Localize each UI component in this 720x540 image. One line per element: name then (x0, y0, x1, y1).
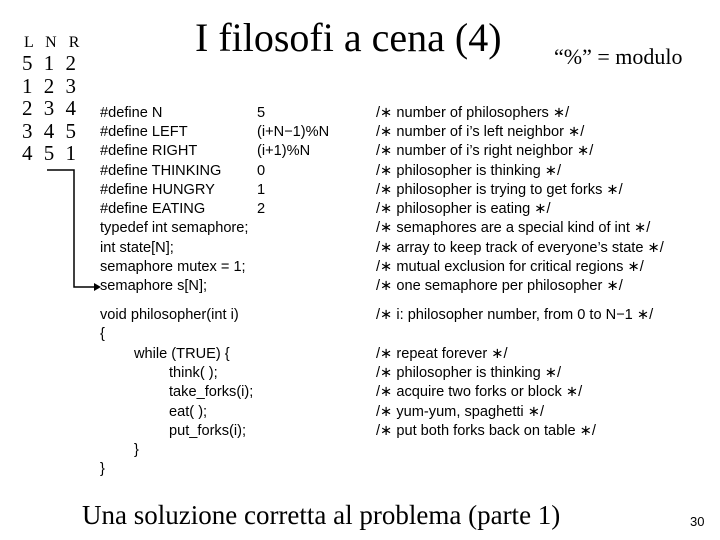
neighbor-row: 3 4 5 (22, 118, 79, 143)
code-statement: eat( ); (169, 404, 208, 420)
page-number: 30 (690, 514, 705, 529)
code-comment: /∗ philosopher is thinking ∗/ (376, 163, 562, 179)
code-comment: /∗ i: philosopher number, from 0 to N−1 ∗/ (376, 307, 654, 323)
code-define-value: (i+N−1)%N (257, 124, 330, 140)
code-declaration: int state[N]; (100, 240, 174, 256)
code-comment: /∗ mutual exclusion for critical regions ∗/ (376, 259, 644, 275)
slide-title: I filosofi a cena (4) (195, 15, 502, 60)
code-define: #define RIGHT (100, 143, 198, 159)
code-open-brace: { (100, 326, 105, 342)
neighbor-row: 5 1 2 (22, 51, 79, 75)
code-statement: put_forks(i); (169, 423, 247, 439)
modulo-note: “%” = modulo (554, 44, 683, 69)
neighbor-row: 1 2 3 (22, 73, 79, 98)
code-comment: /∗ put both forks back on table ∗/ (376, 423, 596, 439)
code-declaration: semaphore s[N]; (100, 278, 208, 294)
code-comment: /∗ array to keep track of everyone’s state ∗/ (376, 240, 664, 256)
code-comment: /∗ number of i’s left neighbor ∗/ (376, 124, 585, 140)
code-define: #define EATING (100, 201, 206, 217)
code-while: while (TRUE) { (134, 346, 230, 362)
code-comment: /∗ repeat forever ∗/ (376, 346, 508, 362)
code-comment: /∗ number of philosophers ∗/ (376, 105, 570, 121)
code-define: #define LEFT (100, 124, 188, 140)
code-function-signature: void philosopher(int i) (100, 307, 239, 323)
code-define-value: 2 (257, 201, 266, 217)
code-comment: /∗ semaphores are a special kind of int ∗/ (376, 220, 651, 236)
code-inner-close-brace: } (134, 442, 139, 458)
code-declaration: semaphore mutex = 1; (100, 259, 246, 275)
code-define: #define HUNGRY (100, 182, 215, 198)
code-comment: /∗ philosopher is thinking ∗/ (376, 365, 562, 381)
code-comment: /∗ acquire two forks or block ∗/ (376, 384, 583, 400)
code-define-value: 0 (257, 163, 266, 179)
code-comment: /∗ philosopher is trying to get forks ∗/ (376, 182, 623, 198)
code-define: #define N (100, 105, 163, 121)
code-define: #define THINKING (100, 163, 222, 179)
code-statement: think( ); (169, 365, 218, 381)
code-declaration: typedef int semaphore; (100, 220, 249, 236)
code-define-value: 5 (257, 105, 266, 121)
code-comment: /∗ one semaphore per philosopher ∗/ (376, 278, 623, 294)
slide-caption: Una soluzione corretta al problema (parte 1) (82, 500, 561, 530)
code-outer-close-brace: } (100, 461, 105, 477)
neighbor-row: 4 5 1 (22, 141, 79, 166)
code-comment: /∗ philosopher is eating ∗/ (376, 201, 551, 217)
code-comment: /∗ number of i’s right neighbor ∗/ (376, 143, 594, 159)
code-define-value: (i+1)%N (257, 143, 311, 159)
neighbor-table-header: L N R (24, 34, 84, 51)
code-define-value: 1 (257, 182, 266, 198)
neighbor-row: 2 3 4 (22, 96, 79, 121)
code-statement: take_forks(i); (169, 384, 254, 400)
code-comment: /∗ yum-yum, spaghetti ∗/ (376, 404, 545, 420)
